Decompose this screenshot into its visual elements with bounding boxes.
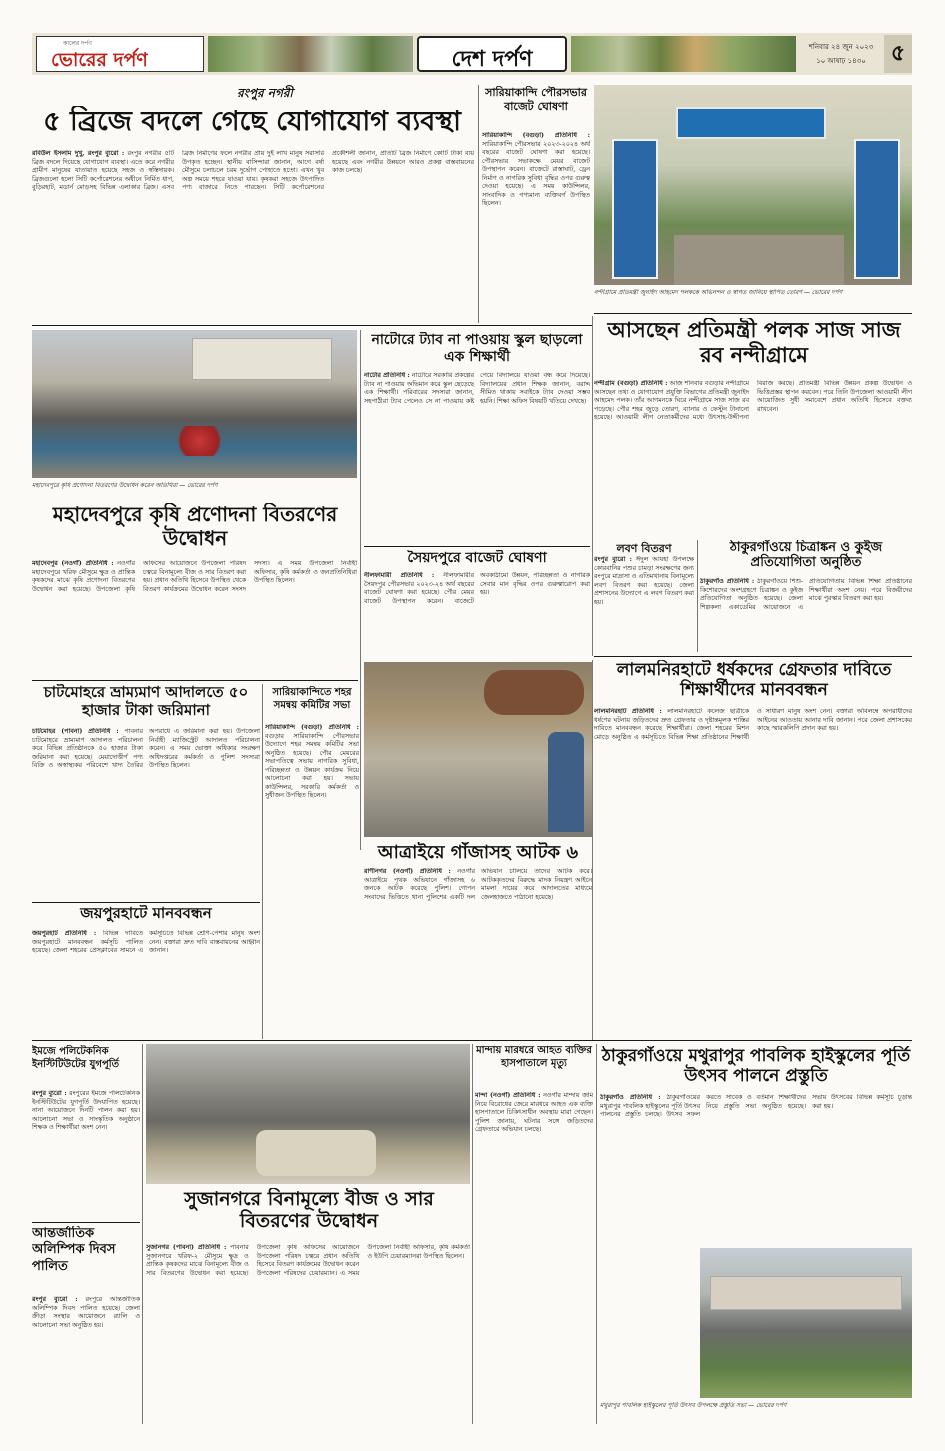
date-line-weekday: শনিবার ২৪ জুন ২০২৩ xyxy=(808,43,874,51)
divider-v xyxy=(262,684,263,1039)
article-text: লালমনিরহাটে কলেজ ছাত্রীকে ধর্ষণের ঘটনায় জড়িতদের দ্রুত গ্রেফতার ও দৃষ্টান্তমূলক শাস্তির দাবিতে মানববন্ধন করেছে শিক্ষার্থীরা। জেলা শহরের মিশন মোড়ে অনুষ্ঠিত এ কর্মসূচিতে বিভিন্ন শিক্ষা প্রতিষ্ঠানের শিক্ষার্থী ও সাধারণ মানুষ অংশ নেন। বক্তারা অবিলম্বে অপরাধীদের আইনের আওতায় আনার দাবি জানান। পরে জেলা প্রশাসকের কাছে স্মারকলিপি প্রদান করা হয়। xyxy=(594,708,912,741)
sariakandi-committee-body xyxy=(265,724,359,1036)
byline: ঠাকুরগাঁও প্রতিনিধি : xyxy=(700,578,755,585)
byline: নাটোর প্রতিনিধি : xyxy=(364,372,410,379)
manda-body xyxy=(475,1092,593,1422)
divider-h xyxy=(32,1222,140,1223)
chatmohar-body xyxy=(32,728,260,900)
jaipurhat-body xyxy=(32,930,260,1036)
byline: মহাদেবপুর (নওগাঁ) প্রতিনিধি : xyxy=(32,560,114,567)
sujanagar-body xyxy=(146,1244,470,1422)
headline-lobon: লবণ বিতরণ xyxy=(616,542,672,555)
byline: নীলফামারী প্রতিনিধি : xyxy=(364,572,435,579)
polytechnic-body xyxy=(32,1090,140,1200)
article-text: রংপুর নগরীর ৫টি ব্রিজ বদলে দিয়েছে যোগাযোগ ব্যবস্থা। এতে করে নগরীর গ্রামীণ মানুষের যাতায়াত হয়েছে সহজ ও স্বস্তিদায়ক। ব্রিজগুলো হলো সিটি কর্পোরেশনের অধীনে নির্মিত ধাপ, বুড়িরহাট, মডার্ন মোড়সহ বিভিন্ন এলাকার ব্রিজ। এসব ব্রিজ নির্মাণের ফলে নগরীর প্রায় দুই লাখ মানুষ সরাসরি উপকৃত হচ্ছেন। স্থানীয় বাসিন্দারা জানান, আগে বর্ষা মৌসুমে চলাচলে চরম দুর্ভোগ পোহাতে হতো। এখন খুব অল্প সময়ে শহরে যাওয়া যায়। কৃষকরা সহজে উৎপাদিত পণ্য বাজারে নিতে পারছেন। সিটি কর্পোরেশনের প্রকৌশলী জানান, প্রতিটি ব্রিজ নির্মাণে কোটি টাকা ব্যয় হয়েছে এবং নগরীর উন্নয়নে আরও প্রকল্প বাস্তবায়নের কাজ চলছে। xyxy=(32,150,474,191)
byline: রাণীনগর (নওগাঁ) প্রতিনিধি : xyxy=(364,868,451,875)
divider-v xyxy=(360,330,361,850)
byline: সারিয়াকান্দি (বগুড়া) প্রতিনিধি : xyxy=(482,132,590,139)
headline-atrai: আত্রাইয়ে গাঁজাসহ আটক ৬ xyxy=(377,842,579,863)
headline-krishi: মহাদেবপুরে কৃষি প্রণোদনা বিতরণের উদ্বোধন xyxy=(52,503,338,550)
sujanagar-photo xyxy=(146,1044,470,1184)
headline-saidpur: সৈয়দপুরে বাজেট ঘোষণা xyxy=(407,550,547,566)
gate-road xyxy=(674,235,844,285)
bridges-body xyxy=(32,150,474,320)
palak-body xyxy=(594,380,912,540)
article-text: পাবনার চাটমোহরে ভ্রাম্যমাণ আদালত পরিচালনা করে বিভিন্ন প্রতিষ্ঠানকে ৫০ হাজার টাকা জরিমানা করা হয়েছে। মেয়াদোত্তীর্ণ পণ্য বিক্রি ও অস্বাস্থ্যকর পরিবেশে খাদ্য তৈরির অপরাধে এ জরিমানা করা হয়। উপজেলা নির্বাহী ম্যাজিস্ট্রেট আদালত পরিচালনা করেন। এ সময় ভোক্তা অধিকার সংরক্ষণ অধিদপ্তরের কর্মকর্তা ও পুলিশ সদস্যরা উপস্থিত ছিলেন। xyxy=(32,728,260,769)
krishi-photo-caption: মহাদেবপুরে কৃষি প্রণোদনা বিতরণের উদ্বোধন করেন অতিথিরা — ভোরের দর্পণ xyxy=(32,482,218,489)
masthead xyxy=(32,33,912,75)
brand-logo: ভোরের দর্পণ xyxy=(51,49,148,71)
byline: রবিউল ইসলাম দুখু, রংপুর ব্যুরো : xyxy=(32,150,125,157)
lalmonirhat-body xyxy=(594,708,912,1036)
gate-pillar-left xyxy=(612,139,658,279)
byline: রংপুর ব্যুরো : xyxy=(32,1090,67,1097)
divider-v xyxy=(697,540,698,652)
headline-thakurgaon-art: ঠাকুরগাঁওয়ে চিত্রাঙ্কন ও কুইজ প্রতিযোগিতা অনুষ্ঠিত xyxy=(729,540,883,571)
thakurgaon-school-photo xyxy=(700,1248,912,1398)
byline: সারিয়াকান্দি (বগুড়া) প্রতিনিধি : xyxy=(265,724,359,731)
seized-sacks xyxy=(484,670,584,715)
divider-h xyxy=(594,313,912,314)
article-text: নীলফামারীর সৈয়দপুর পৌরসভার ২০২৩-২৪ অর্থ বছরের বাজেট ঘোষণা করা হয়েছে। পৌর মেয়র বাজেট উপস্থাপন করেন। বাজেটে অবকাঠামো উন্নয়ন, পরিচ্ছন্নতা ও নাগরিক সেবার মান বৃদ্ধির ওপর গুরুত্বারোপ করা হয়। xyxy=(364,572,590,605)
article-text: সারিয়াকান্দি পৌরসভার ২০২৩-২০২৪ অর্থ বছরের বাজেট ঘোষণা করা হয়েছে। পৌরসভার সভাকক্ষে মেয়র বাজেট উপস্থাপন করেন। বাজেটে রাস্তাঘাট, ড্রেন নির্মাণ ও নাগরিক সুবিধা বৃদ্ধির ওপর গুরুত্ব দেওয়া হয়েছে। এ সময় কাউন্সিলর, সাংবাদিক ও গণ্যমান্য ব্যক্তিবর্গ উপস্থিত ছিলেন। xyxy=(482,140,590,207)
byline: চাটমোহর (পাবনা) প্রতিনিধি : xyxy=(32,728,119,735)
headline-bridges: ৫ ব্রিজে বদলে গেছে যোগাযোগ ব্যবস্থা xyxy=(43,106,461,137)
article-text: রংপুরে আন্তর্জাতিক অলিম্পিক দিবস পালিত হয়েছে। জেলা ক্রীড়া সংস্থার আয়োজনে র‌্যালি ও আলোচনা সভা অনুষ্ঠিত হয়। xyxy=(32,1296,140,1329)
date-line-bengali: ১০ আষাঢ় ১৪৩০ xyxy=(816,57,866,65)
article-text: ঠাকুরগাঁওয়ে শিশু-কিশোরদের অংশগ্রহণে চিত্রাঙ্কন ও কুইজ প্রতিযোগিতা অনুষ্ঠিত হয়েছে। জেলা শিল্পকলা একাডেমির আয়োজনে এ প্রতিযোগিতায় বিভিন্ন শিক্ষা প্রতিষ্ঠানের শিক্ষার্থীরা অংশ নেয়। পরে বিজয়ীদের মাঝে পুরস্কার বিতরণ করা হয়। xyxy=(700,578,912,611)
page-number: ৫ xyxy=(884,35,912,73)
divider-h xyxy=(32,1040,912,1041)
stage-banner xyxy=(192,338,332,380)
headline-sujanagar: সুজানগরে বিনামূল্যে বীজ ও সার বিতরণের উদ্বোধন xyxy=(184,1188,434,1233)
divider-v xyxy=(592,660,593,1040)
masthead-photo-strip-left xyxy=(208,36,413,72)
lobon-body xyxy=(594,556,694,652)
gate-pillar-right xyxy=(854,139,900,279)
masthead-brand-panel xyxy=(36,36,204,72)
gate-photo-caption: নন্দীগ্রামে প্রতিমন্ত্রী জুনাইদ আহমেদ পলককে অভিনন্দন ও স্বাগত জানিয়ে স্থাপিত তোরণ — ভোরের দর্পণ xyxy=(594,289,843,296)
flower-bouquet xyxy=(172,426,227,456)
article-text: রংপুরের ইমজে পলিটেকনিক ইনস্টিটিউটের যুগপূর্তি উদযাপিত হয়েছে। নানা আয়োজনে দিনটি পালন করা হয়। আলোচনা সভা ও সাংস্কৃতিক অনুষ্ঠানে শিক্ষক ও শিক্ষার্থীরা অংশ নেন। xyxy=(32,1090,140,1131)
police-officer xyxy=(548,732,584,832)
headline-manda: মান্দায় মারধরে আহত ব্যক্তির হাসপাতালে মৃত্যু xyxy=(476,1045,592,1069)
article-text: পাবনার সুজানগরে খরিফ-২ মৌসুমে ক্ষুদ্র ও প্রান্তিক কৃষকদের মাঝে বিনামূল্যে বীজ ও সার বিতরণের উদ্বোধন করা হয়েছে। উপজেলা কৃষি অফিসের আয়োজনে উপজেলা পরিষদ চত্বরে প্রধান অতিথি হিসেবে বিতরণ কার্যক্রমের উদ্বোধন করেন উপজেলা পরিষদের চেয়ারম্যান। এ সময় উপজেলা নির্বাহী অফিসার, কৃষি কর্মকর্তা ও ইউপি চেয়ারম্যানরা উপস্থিত ছিলেন। xyxy=(146,1244,470,1277)
thakurgaon-art-body xyxy=(700,578,912,654)
headline-palak: আসছেন প্রতিমন্ত্রী পলক সাজ সাজ রব নন্দীগ্রামে xyxy=(607,318,901,367)
thakurgaon-school-body xyxy=(600,1094,912,1242)
saidpur-body xyxy=(364,572,590,650)
byline: রংপুর ব্যুরো : xyxy=(594,556,632,563)
thakurgaon-school-caption: মথুরাপুর পাবলিক হাইস্কুলের পূর্তি উৎসব উপলক্ষে প্রস্তুতি সভা — ভোরের দর্পণ xyxy=(600,1402,787,1409)
school-building xyxy=(710,1276,902,1310)
headline-thakurgaon-school: ঠাকুরগাঁওয়ে মথুরাপুর পাবলিক হাইস্কুলের পূর্তি উৎসব পালনে প্রস্তুতি xyxy=(601,1046,911,1087)
krishi-photo xyxy=(32,330,357,478)
headline-jaipurhat: জয়পুরহাটে মানববন্ধন xyxy=(80,905,212,922)
byline: জয়পুরহাট প্রতিনিধি : xyxy=(32,930,97,937)
headline-olympic: আন্তর্জাতিক অলিম্পিক দিবস পালিত xyxy=(32,1226,116,1274)
natore-body xyxy=(364,372,590,542)
brand-tagline: কালের দর্পণ xyxy=(63,40,92,47)
headline-sariakandi-committee: সারিয়াকান্দিতে শহর সমন্বয় কমিটির সভা xyxy=(272,687,352,711)
byline: রংপুর ব্যুরো : xyxy=(32,1296,78,1303)
divider-h xyxy=(32,902,260,903)
divider-v xyxy=(472,1044,473,1424)
headline-lalmonirhat: লালমনিরহাটে ধর্ষকদের গ্রেফতার দাবিতে শিক্ষার্থীদের মানববন্ধন xyxy=(616,660,892,701)
headline-chatmohar: চাটমোহরে ভ্রাম্যমাণ আদালতে ৫০ হাজার টাকা জরিমানা xyxy=(43,684,249,719)
article-text: নওগাঁর মহাদেবপুরে খরিফ মৌসুমে ক্ষুদ্র ও প্রান্তিক কৃষকদের মাঝে কৃষি প্রণোদনা বিতরণের উদ্বোধন করা হয়েছে। উপজেলা কৃষি অফিসের আয়োজনে উপজেলা পরিষদ চত্বরে বিনামূল্যে বীজ ও সার বিতরণ করা হয়। প্রধান অতিথি হিসেবে উপস্থিত থেকে বিতরণ কার্যক্রমের উদ্বোধন করেন সংসদ সদস্য। এ সময় উপজেলা নির্বাহী অফিসার, কৃষি কর্মকর্তা ও জনপ্রতিনিধিরা উপস্থিত ছিলেন। xyxy=(32,560,357,593)
masthead-photo-strip-right xyxy=(571,36,796,72)
divider-v xyxy=(142,1044,143,1424)
divider-h xyxy=(32,680,358,681)
atrai-photo xyxy=(364,662,592,837)
divider-v xyxy=(478,85,479,323)
divider-v xyxy=(596,1044,597,1424)
gate-photo xyxy=(594,85,912,285)
article-text: আজ শনিবার বগুড়ার নন্দীগ্রামে আসছেন তথ্য ও যোগাযোগ প্রযুক্তি বিভাগের প্রতিমন্ত্রী জুনাইদ আহমেদ পলক। তাঁর আগমনকে ঘিরে নন্দীগ্রামে সাজ সাজ রব পড়েছে। পৌর শহর জুড়ে তোরণ, ব্যানার ও ফেস্টুন টানানো হয়েছে। আওয়ামী লীগ নেতাকর্মীদের মধ্যে উৎসাহ-উদ্দীপনা বিরাজ করছে। প্রতিমন্ত্রী বিভিন্ন উন্নয়ন প্রকল্প উদ্বোধন ও ভিত্তিপ্রস্তর স্থাপন করবেন। পরে তিনি উপজেলা আওয়ামী লীগ আয়োজিত সুধী সমাবেশে প্রধান অতিথি হিসেবে বক্তব্য রাখবেন। xyxy=(594,380,912,421)
headline-polytechnic: ইমজে পলিটেকনিক ইনস্টিটিউটের যুগপূর্তি xyxy=(32,1046,120,1070)
olympic-body xyxy=(32,1296,140,1422)
headline-sariakandi-budget: সারিয়াকান্দি পৌরসভার বাজেট ঘোষণা xyxy=(485,86,587,114)
divider-h xyxy=(364,546,590,547)
atrai-body xyxy=(364,868,592,1036)
byline: সুজানগর (পাবনা) প্রতিনিধি : xyxy=(146,1244,227,1251)
byline: মান্দা (নওগাঁ) প্রতিনিধি : xyxy=(475,1092,541,1099)
article-text: নাটোরে সরকারি প্রকল্পের ট্যাব না পাওয়ায় অভিমান করে স্কুল ছেড়েছে এক শিক্ষার্থী। পরিবারের সদস্যরা জানান, সহপাঠীরা ট্যাব পেলেও সে না পাওয়ায় কষ্ট পেয়ে বিদ্যালয়ে যাওয়া বন্ধ করে দিয়েছে। বিদ্যালয়ের প্রধান শিক্ষক জানান, বরাদ্দ সীমিত থাকায় সবাইকে ট্যাব দেওয়া সম্ভব হয়নি। শিক্ষা অফিস বিষয়টি খতিয়ে দেখছে। xyxy=(364,372,590,405)
section-title: দেশ দর্পণ xyxy=(451,47,533,72)
divider-h xyxy=(32,325,592,326)
divider-h xyxy=(594,656,912,657)
article-text: বিভিন্ন দাবিতে জয়পুরহাটে মানববন্ধন কর্মসূচি পালিত হয়েছে। জেলা শহরের প্রেসক্লাবের সামনে এ কর্মসূচিতে বিভিন্ন শ্রেণি-পেশার মানুষ অংশ নেন। বক্তারা দ্রুত দাবি বাস্তবায়নের আহ্বান জানান। xyxy=(32,930,260,954)
krishi-body xyxy=(32,560,357,678)
kicker-rangpur: রংপুর নগরী xyxy=(237,86,293,100)
byline: ঠাকুরগাঁও প্রতিনিধি : xyxy=(600,1094,661,1101)
article-text: নওগাঁর আত্রাইয়ে পৃথক অভিযানে গাঁজাসহ ৬ জনকে আটক করেছে পুলিশ। গোপন সংবাদের ভিত্তিতে থানা পুলিশের একটি দল অভিযান চালিয়ে তাদের আটক করে। আটককৃতদের বিরুদ্ধে মাদক নিয়ন্ত্রণ আইনে মামলা দায়ের করে আদালতের মাধ্যমে জেলহাজতে পাঠানো হয়েছে। xyxy=(364,868,592,901)
headline-natore: নাটোরে ট্যাব না পাওয়ায় স্কুল ছাড়লো এক শিক্ষার্থী xyxy=(371,332,583,365)
byline: লালমনিরহাট প্রতিনিধি : xyxy=(594,708,662,715)
article-text: ঠাকুরগাঁওয়ের মথুরাপুর পাবলিক হাইস্কুলের পূর্তি উৎসব পালনের প্রস্তুতি চলছে। উৎসব সফল করতে সাবেক ও বর্তমান শিক্ষার্থীদের নিয়ে প্রস্তুতি সভা অনুষ্ঠিত হয়েছে। সভায় উৎসবের বিভিন্ন কর্মসূচি চূড়ান্ত করা হয়। xyxy=(600,1094,912,1118)
divider-v xyxy=(592,316,593,656)
article-text: ঈদুল আযহা উপলক্ষে কোরবানির পশুর চামড়া সংরক্ষণের জন্য রংপুরে মাদ্রাসা ও এতিমখানায় বিনামূল্যে লবণ বিতরণ করা হয়েছে। জেলা প্রশাসনের উদ্যোগে এ লবণ বিতরণ করা হয়। xyxy=(594,556,694,606)
byline: নন্দীগ্রাম (বগুড়া) প্রতিনিধি : xyxy=(594,380,668,387)
article-text: নওগাঁর মান্দায় জমি নিয়ে বিরোধের জেরে মারধরে আহত এক ব্যক্তি হাসপাতালে চিকিৎসাধীন অবস্থায় মারা গেছেন। পুলিশ জানায়, ঘটনার সঙ্গে জড়িতদের গ্রেফতারে অভিযান চলছে। xyxy=(475,1092,593,1133)
article-text: বগুড়ার সারিয়াকান্দি পৌরসভার উদ্যোগে শহর সমন্বয় কমিটির সভা অনুষ্ঠিত হয়েছে। পৌর মেয়রের সভাপতিত্বে সভায় নাগরিক সুবিধা, পরিচ্ছন্নতা ও উন্নয়ন কার্যক্রম নিয়ে আলোচনা করা হয়। সভায় কাউন্সিলর, সরকারি কর্মকর্তা ও সুধীজন উপস্থিত ছিলেন। xyxy=(265,732,359,799)
section-title-box xyxy=(417,36,567,72)
sariakandi-budget-body xyxy=(482,132,590,320)
seed-sacks xyxy=(256,1130,376,1176)
gate-banner-top xyxy=(676,107,826,139)
